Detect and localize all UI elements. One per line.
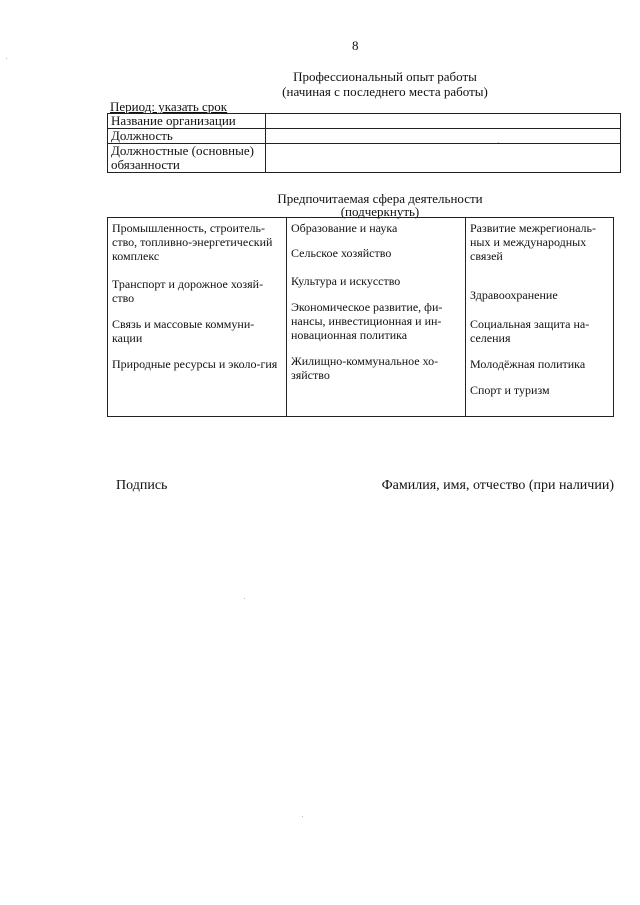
duties-field[interactable] [266, 144, 621, 173]
scan-speck [244, 598, 245, 599]
sphere-option-social-protection[interactable]: Социальная защита на-селения [470, 317, 590, 345]
organization-name-label: Название организации [108, 114, 266, 129]
period-label: Период: указать срок [110, 99, 228, 114]
sphere-option-healthcare[interactable]: Здравоохранение [470, 288, 558, 302]
experience-title: Профессиональный опыт работы [293, 69, 477, 84]
experience-subtitle: (начиная с последнего места работы) [282, 84, 488, 99]
spheres-subtitle: (подчеркнуть) [340, 204, 420, 219]
scan-speck [302, 816, 303, 817]
position-label: Должность [108, 129, 266, 144]
signature-label: Подпись [116, 478, 168, 493]
page-number: 8 [352, 38, 359, 53]
sphere-option-sport-tourism[interactable]: Спорт и туризм [470, 383, 550, 397]
table-row [108, 114, 621, 129]
duties-label: Должностные (основные) обязанности [108, 144, 266, 173]
table-row [108, 218, 614, 417]
spheres-title: Предпочитаемая сфера деятельности [277, 191, 483, 206]
table-row [108, 129, 621, 144]
full-name-label: Фамилия, имя, отчество (при наличии) [381, 478, 614, 493]
table-row [108, 144, 621, 173]
sphere-option-industry[interactable]: Промышленность, строитель-ство, топливно-энергетический комплекс [112, 221, 273, 263]
spheres-column-2 [287, 218, 466, 417]
spheres-table [107, 217, 614, 417]
sphere-option-culture[interactable]: Культура и искусство [291, 274, 401, 288]
sphere-option-economy[interactable]: Экономическое развитие, фи-нансы, инвестиционная и ин-новационная политика [291, 300, 443, 342]
sphere-option-transport[interactable]: Транспорт и дорожное хозяй-ство [112, 277, 264, 305]
spheres-column-3 [466, 218, 614, 417]
sphere-option-communications[interactable]: Связь и массовые коммуни-кации [112, 317, 255, 345]
sphere-option-housing[interactable]: Жилищно-коммунальное хо-зяйство [291, 354, 439, 382]
sphere-option-agriculture[interactable]: Сельское хозяйство [291, 246, 392, 260]
sphere-option-interregional[interactable]: Развитие межрегиональ-ных и международных связей [470, 221, 597, 263]
sphere-option-education[interactable]: Образование и наука [291, 221, 398, 235]
spheres-column-1 [108, 218, 287, 417]
sphere-option-youth-policy[interactable]: Молодёжная политика [470, 357, 586, 371]
sphere-option-natural-resources[interactable]: Природные ресурсы и эколо-гия [112, 357, 278, 371]
scan-speck [6, 58, 7, 59]
scan-speck [498, 142, 499, 143]
experience-table [107, 113, 621, 173]
organization-name-field[interactable] [266, 114, 621, 129]
position-field[interactable] [266, 129, 621, 144]
